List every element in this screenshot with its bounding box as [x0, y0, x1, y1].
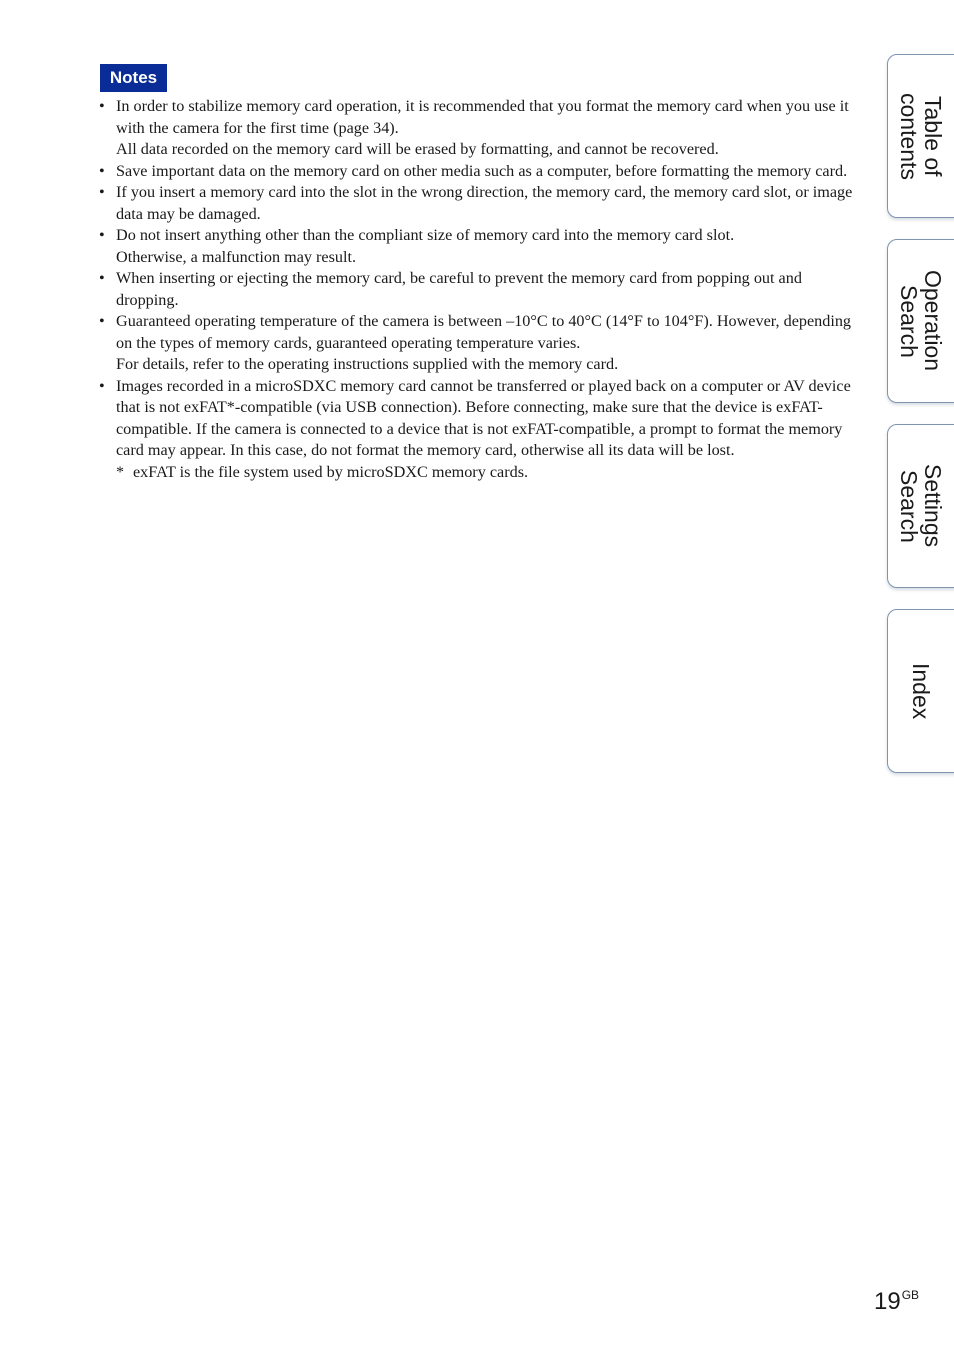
note-text: Guaranteed operating temperature of the camera is between –10°C to 40°C (14°F to 104°F). However, depending on the types of memory cards, guaranteed operating temperature varies. [116, 312, 852, 352]
note-text: For details, refer to the operating instructions supplied with the memory card. [116, 355, 619, 373]
note-text: Images recorded in a microSDXC memory card cannot be transferred or played back on a computer or AV device that is not exFAT*-compatible (via USB connection). Before connecting, make sure that the device is exFAT-compatible. If the camera is connected to a device that is not exFAT-compatible, a prompt to format the memory card may appear. In this case, do not format the memory card, otherwise all its data will be lost. [116, 376, 851, 459]
tab-label [888, 610, 954, 772]
tab-label [888, 55, 954, 217]
note-text: All data recorded on the memory card will be erased by formatting, and cannot be recovered. [116, 140, 719, 158]
tab-label [888, 425, 954, 587]
note-text: If you insert a memory card into the slot in the wrong direction, the memory card, the memory card slot, or image data may be damaged. [116, 183, 853, 223]
note-item [99, 161, 853, 183]
footnote [116, 462, 853, 484]
tab-label [888, 240, 954, 402]
bullet: • [99, 183, 105, 201]
notes-badge: Notes [100, 64, 167, 92]
tab-label-line: Settings [920, 464, 946, 548]
page-number [874, 1288, 919, 1316]
tab-table-of-contents[interactable] [887, 54, 954, 218]
footnote-text: exFAT is the file system used by microSDXC memory cards. [133, 462, 529, 481]
note-text: Otherwise, a malfunction may result. [116, 247, 357, 266]
tab-label-line: Search [896, 284, 922, 358]
page-number-value: 19 [874, 1288, 901, 1315]
tab-label-line: Index [908, 662, 934, 720]
tab-label-line: contents [896, 92, 922, 180]
tab-label-line: Operation [920, 270, 946, 372]
note-text: In order to stabilize memory card operation, it is recommended that you format the memory card when you use it with the camera for the first time (page 34). [116, 97, 849, 137]
note-item [99, 311, 853, 376]
footnote-mark: * [116, 462, 125, 481]
tab-label-line: Table of [920, 95, 946, 177]
note-item [99, 225, 853, 268]
bullet: • [99, 269, 105, 287]
bullet: • [99, 161, 105, 180]
tab-label-line: Search [896, 469, 922, 543]
bullet: • [99, 312, 105, 330]
note-text: Do not insert anything other than the compliant size of memory card into the memory card slot. [116, 226, 735, 244]
note-item [99, 96, 853, 161]
tab-operation-search[interactable] [887, 239, 954, 403]
bullet: • [99, 226, 105, 244]
note-item [99, 268, 853, 311]
note-text: Save important data on the memory card on other media such as a computer, before formatting the memory card. [116, 161, 848, 180]
tab-settings-search[interactable] [887, 424, 954, 588]
note-text: When inserting or ejecting the memory card, be careful to prevent the memory card from popping out and dropping. [116, 269, 802, 309]
bullet: • [99, 376, 105, 395]
tab-index[interactable] [887, 609, 954, 773]
note-item [99, 376, 853, 484]
bullet: • [99, 97, 105, 115]
page-number-suffix: GB [901, 1288, 920, 1302]
note-item [99, 182, 853, 225]
notes-list [99, 96, 853, 483]
